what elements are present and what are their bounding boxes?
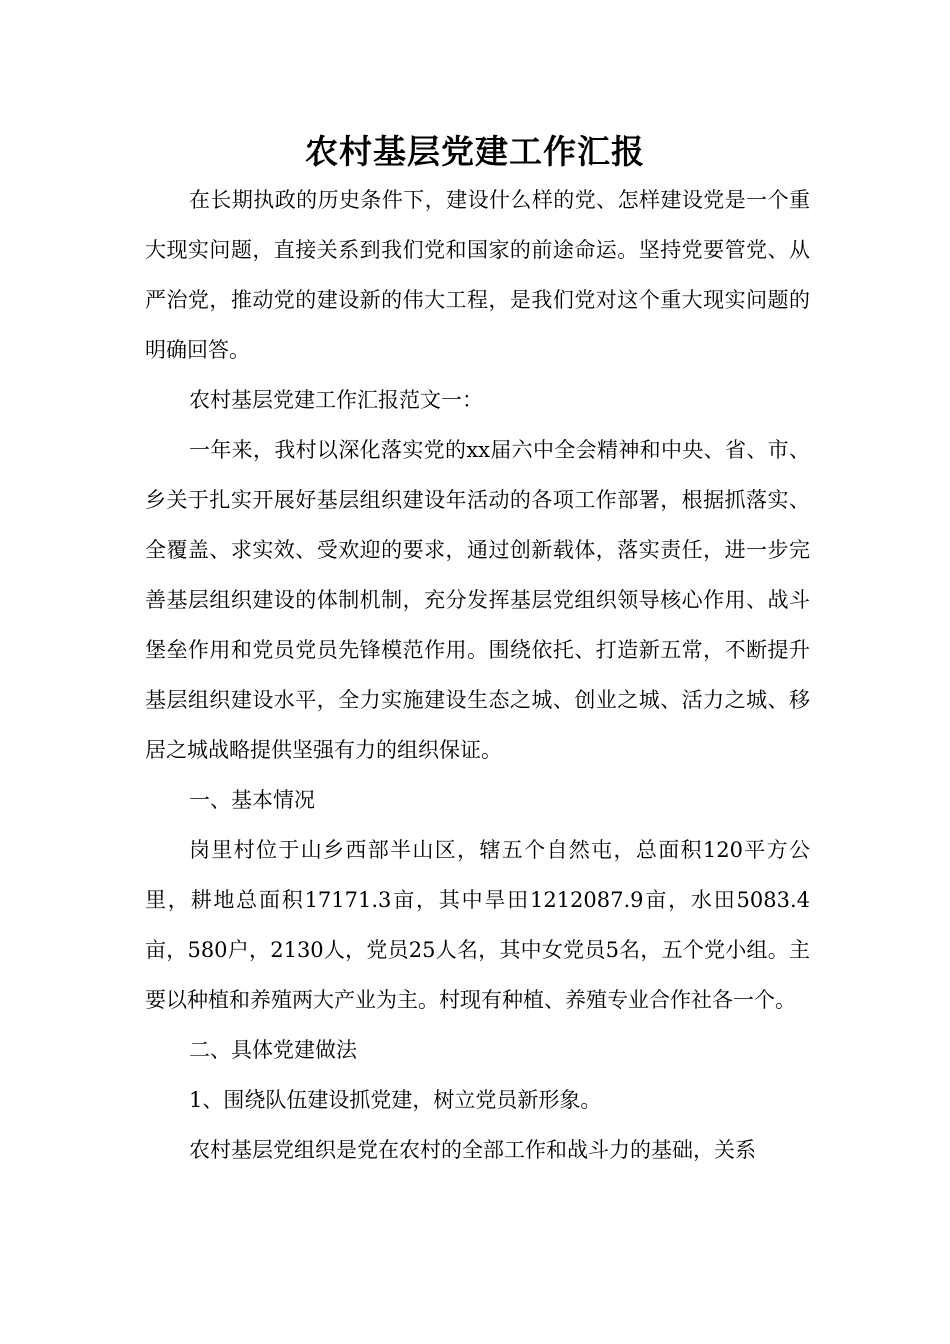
document-title: 农村基层党建工作汇报 bbox=[305, 132, 645, 171]
subheading-team-building: 1、围绕队伍建设抓党建，树立党员新形象。 bbox=[189, 1088, 602, 1112]
paragraph-village-profile: 岗里村位于山乡西部半山区，辖五个自然屯，总面积120平方公里，耕地总面积17171.3亩，其中旱田1212087.9亩，水田5083.4亩，580户，2130人，党员25人名，其中女党员5名，五个党小组。主要以种植和养殖两大产业为主。村现有种植、养殖专业合作社各一个。 bbox=[145, 838, 810, 1012]
paragraph-intro: 在长期执政的历史条件下，建设什么样的党、怎样建设党是一个重大现实问题，直接关系到我们党和国家的前途命运。坚持党要管党、从严治党，推动党的建设新的伟大工程，是我们党对这个重大现实问题的明确回答。 bbox=[145, 188, 810, 362]
paragraph-grassroots-organization: 农村基层党组织是党在农村的全部工作和战斗力的基础，关系 bbox=[189, 1138, 756, 1162]
document-body bbox=[145, 175, 810, 1175]
paragraph-year-summary: 一年来，我村以深化落实党的xx届六中全会精神和中央、省、市、乡关于扎实开展好基层组织建设年活动的各项工作部署，根据抓落实、全覆盖、求实效、受欢迎的要求，通过创新载体，落实责任，进一步完善基层组织建设的体制机制，充分发挥基层党组织领导核心作用、战斗堡垒作用和党员党员先锋模范作用。围绕依托、打造新五常，不断提升基层组织建设水平，全力实施建设生态之城、创业之城、活力之城、移居之城战略提供坚强有力的组织保证。 bbox=[145, 438, 810, 762]
section-heading-party-practices: 二、具体党建做法 bbox=[189, 1038, 357, 1062]
paragraph-sample-heading: 农村基层党建工作汇报范文一： bbox=[189, 388, 483, 412]
section-heading-basic-situation: 一、基本情况 bbox=[189, 788, 315, 812]
